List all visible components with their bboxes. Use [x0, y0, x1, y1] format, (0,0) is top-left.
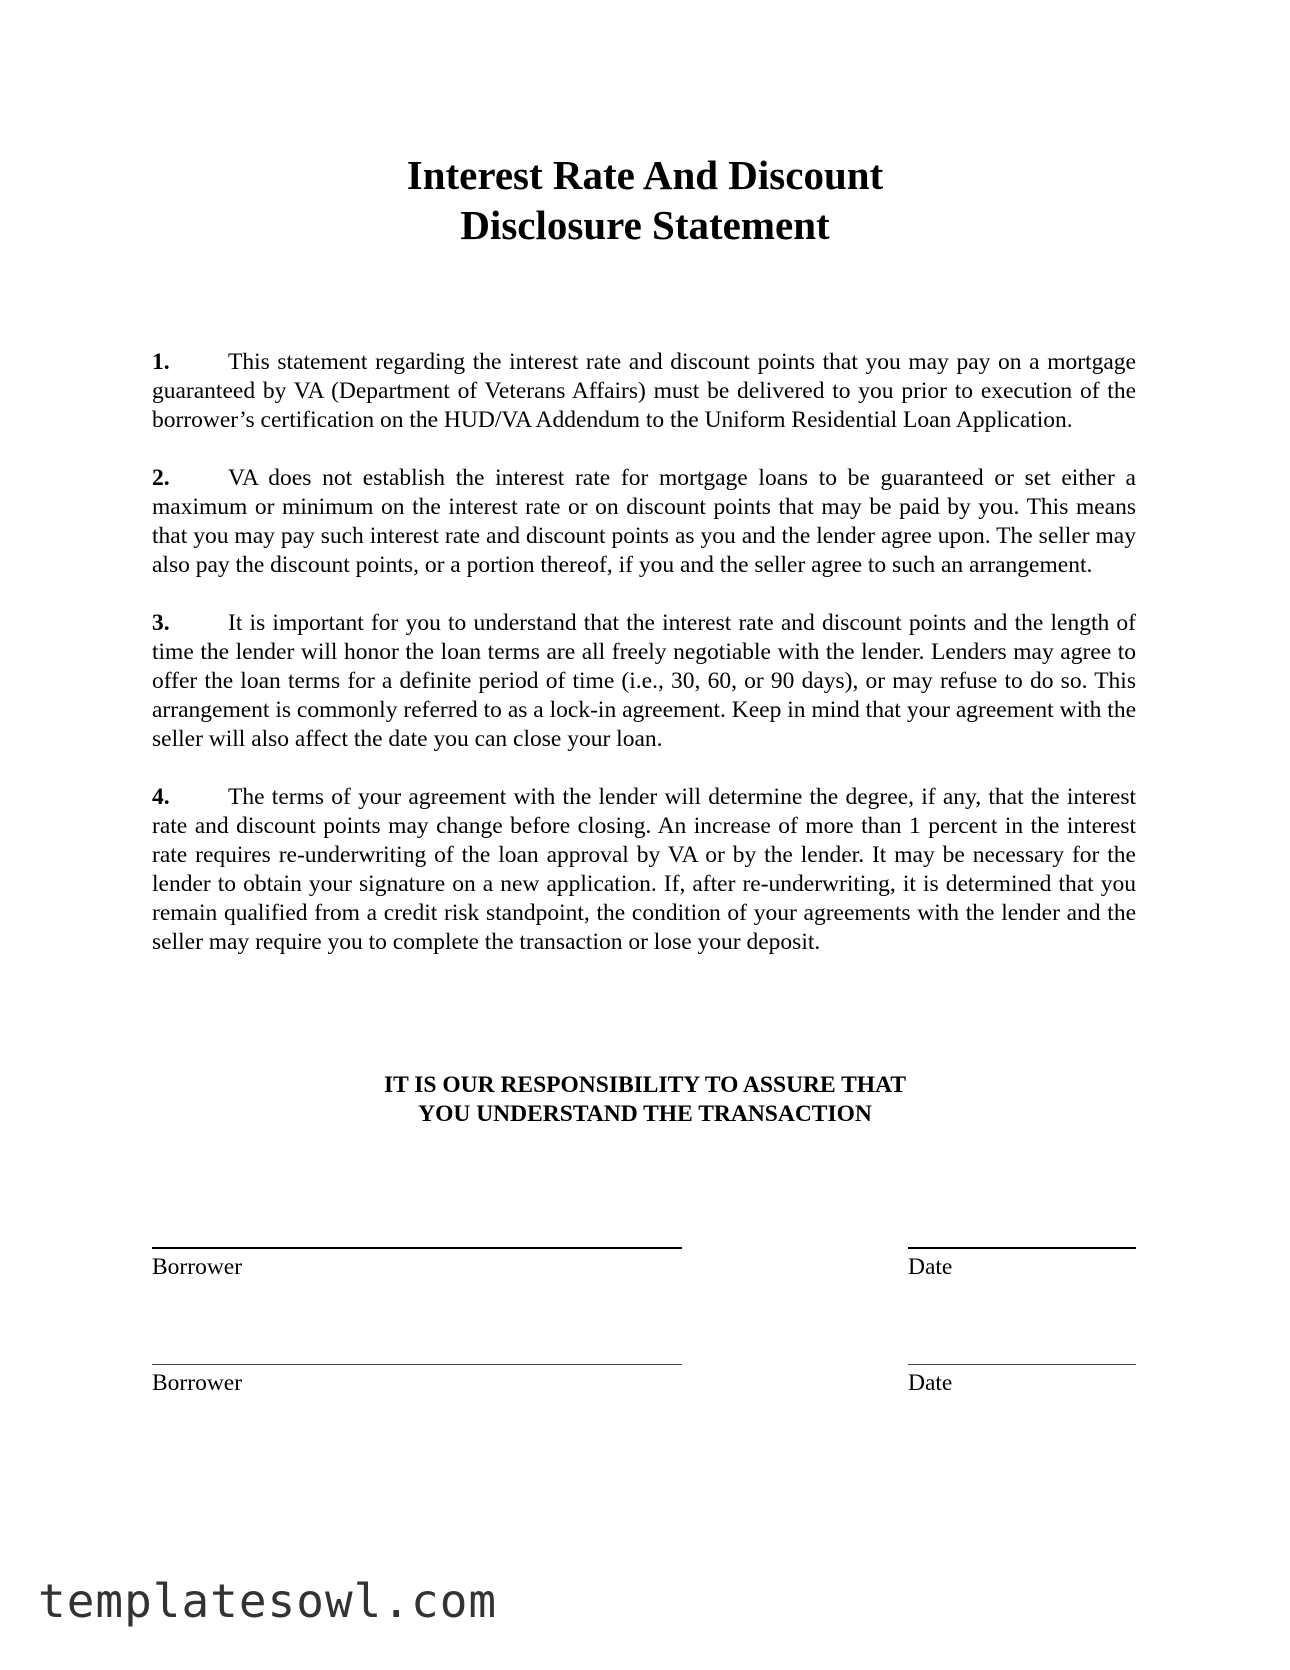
watermark-text: templatesowl.com: [38, 1574, 498, 1628]
paragraph-text: This statement regarding the interest rate and discount points that you may pay on a mortgage guaranteed by VA (Department of Veterans Affairs) must be delivered to you prior to execution of the borrower’s certification on the HUD/VA Addendum to the Uniform Residential Loan Application.: [152, 349, 1136, 433]
document-title: [0, 150, 1290, 250]
paragraph-number: 4.: [152, 784, 170, 810]
date-label-2: Date: [908, 1370, 953, 1396]
paragraph-number: 3.: [152, 610, 170, 636]
notice-line-1: IT IS OUR RESPONSIBILITY TO ASSURE THAT: [384, 1072, 906, 1098]
borrower-label-1: Borrower: [152, 1254, 243, 1280]
date-line-1[interactable]: [908, 1247, 1136, 1249]
date-label-1: Date: [908, 1254, 953, 1280]
paragraph-text: VA does not establish the interest rate for mortgage loans to be guaranteed or set either a maximum or minimum on the interest rate or on discount points that may be paid by you. This means that you may pay such interest rate and discount points as you and the lender agree upon. The seller may also pay the discount points, or a portion thereof, if you and the seller agree to such an arrangement.: [152, 465, 1136, 578]
borrower-signature-line-1[interactable]: [152, 1247, 682, 1249]
title-line-1: Interest Rate And Discount: [406, 152, 884, 198]
borrower-signature-line-2[interactable]: [152, 1364, 682, 1365]
paragraph-4: [152, 783, 1136, 957]
paragraph-number: 1.: [152, 349, 170, 375]
paragraph-number: 2.: [152, 465, 170, 491]
document-body: [152, 348, 1136, 986]
paragraph-1: [152, 348, 1136, 435]
title-line-2: Disclosure Statement: [460, 202, 830, 248]
notice-line-2: YOU UNDERSTAND THE TRANSACTION: [418, 1101, 872, 1127]
paragraph-2: [152, 464, 1136, 580]
date-line-2[interactable]: [908, 1364, 1136, 1365]
responsibility-notice: [0, 1071, 1290, 1129]
paragraph-3: [152, 609, 1136, 754]
paragraph-text: The terms of your agreement with the lender will determine the degree, if any, that the interest rate and discount points may change before closing. An increase of more than 1 percent in the interest rate requires re-underwriting of the loan approval by VA or by the lender. It may be necessary for the lender to obtain your signature on a new application. If, after re-underwriting, it is determined that you remain qualified from a credit risk standpoint, the condition of your agreements with the lender and the seller may require you to complete the transaction or lose your deposit.: [152, 784, 1136, 955]
paragraph-text: It is important for you to understand that the interest rate and discount points and the length of time the lender will honor the loan terms are all freely negotiable with the lender. Lenders may agree to offer the loan terms for a definite period of time (i.e., 30, 60, or 90 days), or may refuse to do so. This arrangement is commonly referred to as a lock-in agreement. Keep in mind that your agreement with the seller will also affect the date you can close your loan.: [152, 610, 1136, 752]
borrower-label-2: Borrower: [152, 1370, 243, 1396]
